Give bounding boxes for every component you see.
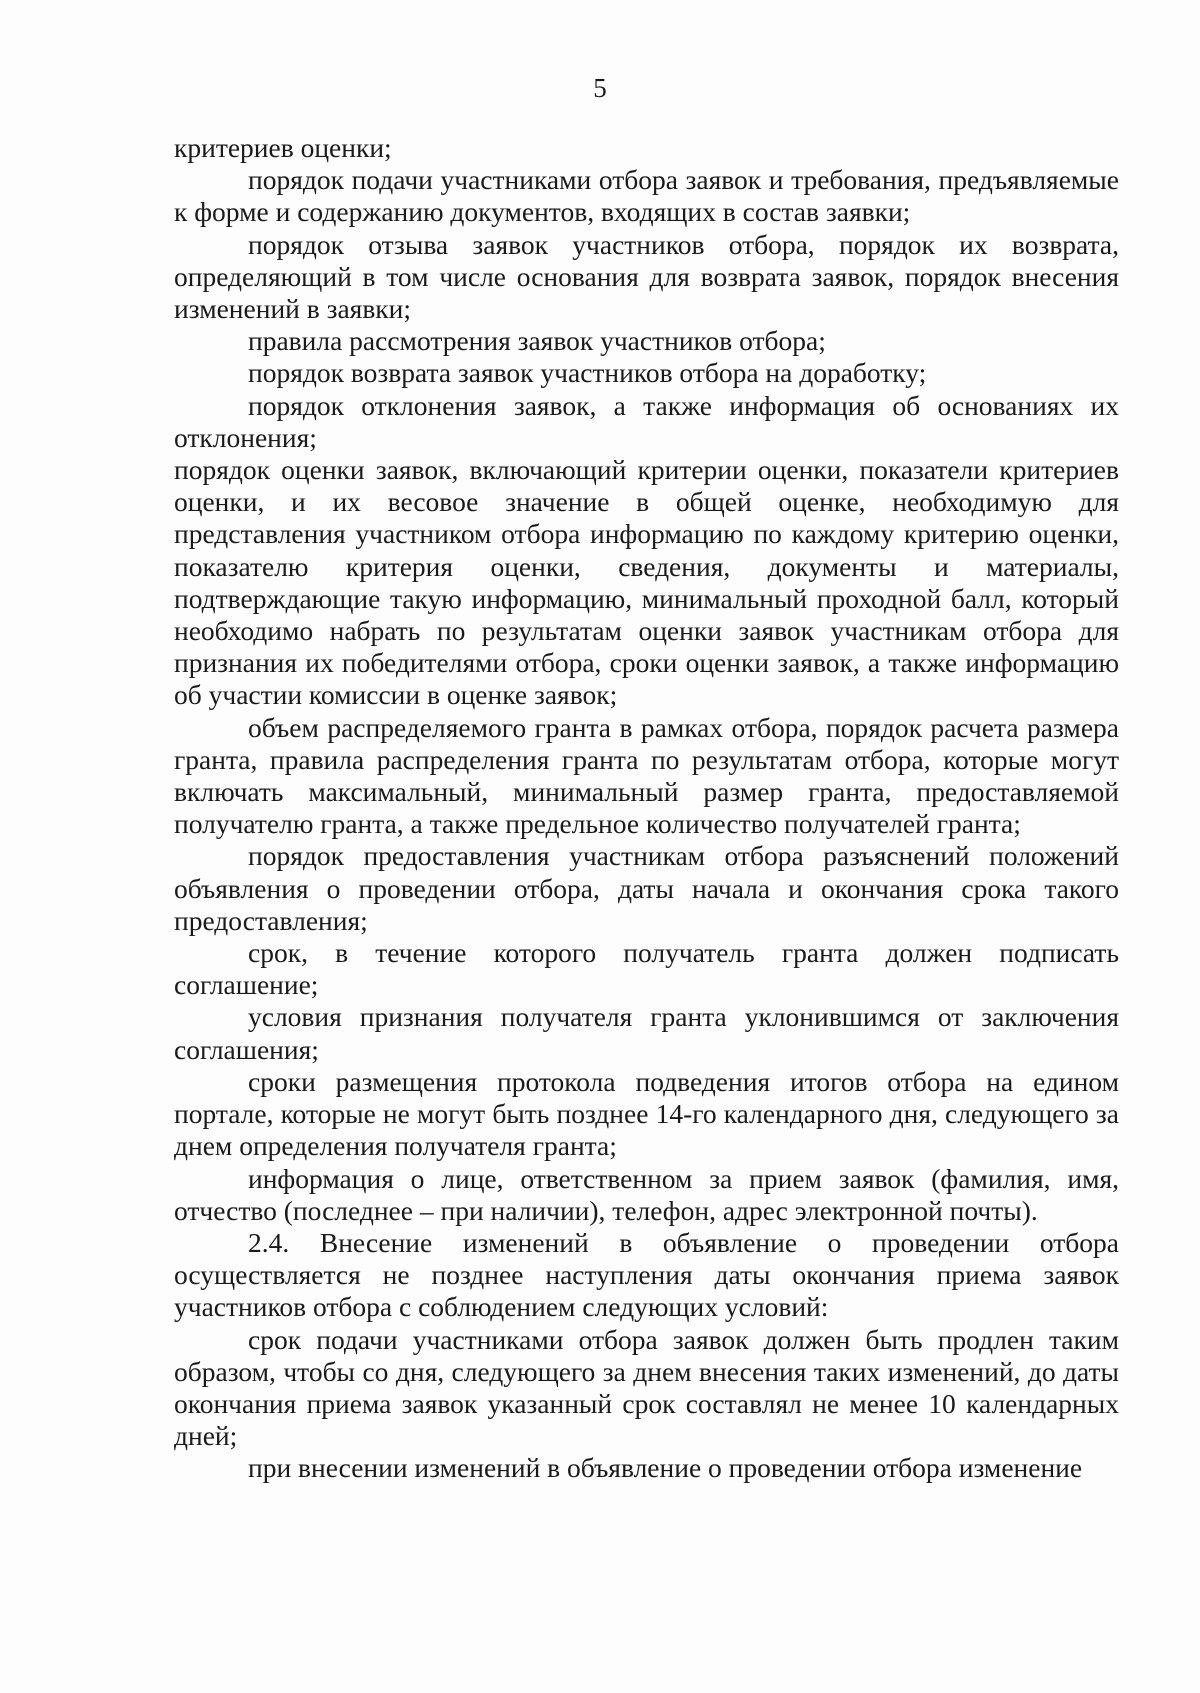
paragraph: объем распределяемого гранта в рамках отбора, порядок расчета размера гранта, правила распределения гранта по результатам отбора, которые могут включать максимальный, минимальный размер гранта, предоставляемой получателю гранта, а также предельное количество получателей гранта;	[174, 711, 1119, 840]
paragraph: срок, в течение которого получатель гранта должен подписать соглашение;	[174, 937, 1119, 1001]
paragraph: условия признания получателя гранта уклонившимся от заключения соглашения;	[174, 1001, 1119, 1065]
paragraph: порядок отклонения заявок, а также информация об основаниях их отклонения;	[174, 389, 1119, 453]
page-number: 5	[593, 73, 607, 103]
paragraph: порядок оценки заявок, включающий критерии оценки, показатели критериев оценки, и их весовое значение в общей оценке, необходимую для представления участником отбора информацию по каждому критерию оценки, показателю критерия оценки, сведения, документы и материалы, подтверждающие такую информацию, минимальный проходной балл, который необходимо набрать по результатам оценки заявок участникам отбора для признания их победителями отбора, сроки оценки заявок, а также информацию об участии комиссии в оценке заявок;	[174, 454, 1119, 711]
paragraph: при внесении изменений в объявление о проведении отбора изменение	[248, 1452, 1083, 1484]
paragraph: порядок предоставления участникам отбора разъяснений положений объявления о проведении отбора, даты начала и окончания срока такого предоставления;	[174, 840, 1119, 936]
paragraph: сроки размещения протокола подведения итогов отбора на едином портале, которые не могут быть позднее 14-го календарного дня, следующего за днем определения получателя гранта;	[174, 1065, 1119, 1162]
paragraph: правила рассмотрения заявок участников отбора;	[248, 325, 826, 357]
paragraph: критериев оценки;	[174, 132, 392, 163]
paragraph: 2.4. Внесение изменений в объявление о проведении отбора осуществляется не позднее наступления даты окончания приема заявок участников отбора с соблюдением следующих условий:	[174, 1226, 1119, 1323]
document-body	[174, 132, 1119, 1485]
paragraph: порядок возврата заявок участников отбора на доработку;	[248, 357, 927, 389]
paragraph: срок подачи участниками отбора заявок должен быть продлен таким образом, чтобы со дня, следующего за днем внесения таких изменений, до даты окончания приема заявок указанный срок составлял не менее 10 календарных дней;	[174, 1323, 1119, 1452]
paragraph: информация о лице, ответственном за прием заявок (фамилия, имя, отчество (последнее – при наличии), телефон, адрес электронной почты).	[174, 1162, 1119, 1226]
paragraph: порядок отзыва заявок участников отбора, порядок их возврата, определяющий в том числе основания для возврата заявок, порядок внесения изменений в заявки;	[174, 228, 1119, 325]
paragraph: порядок подачи участниками отбора заявок и требования, предъявляемые к форме и содержанию документов, входящих в состав заявки;	[174, 164, 1119, 228]
